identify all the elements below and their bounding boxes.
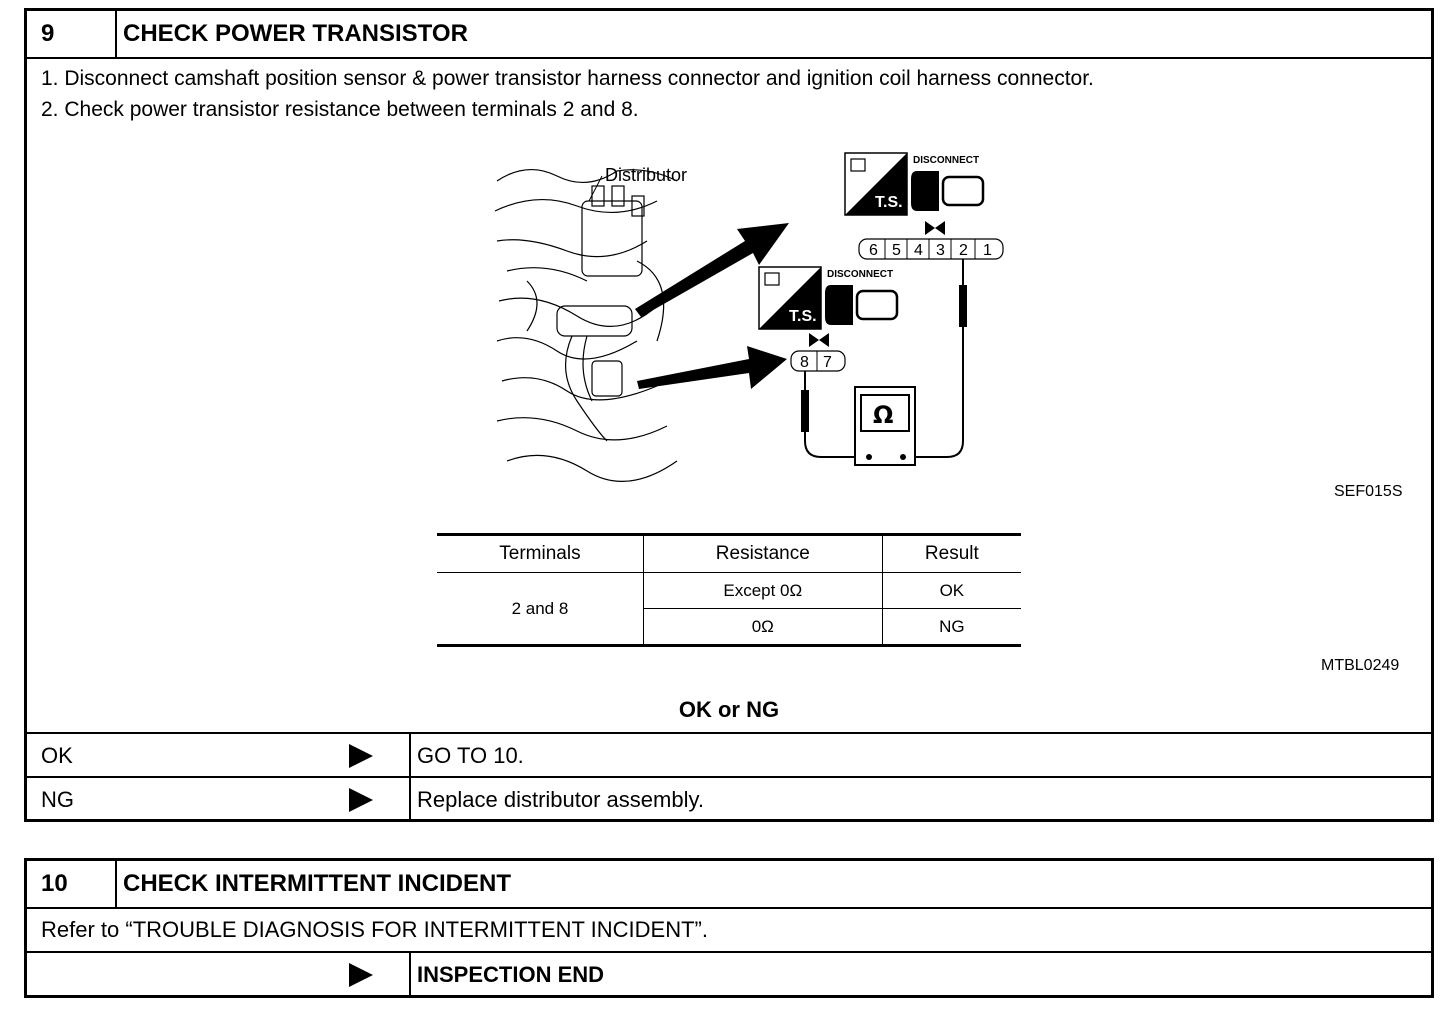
figure-code: SEF015S bbox=[1334, 483, 1403, 500]
ts-icon-b bbox=[759, 267, 821, 329]
outcome-row-ok bbox=[27, 732, 1431, 778]
step-9-box bbox=[24, 8, 1434, 822]
instruction-1: 1. Disconnect camshaft position sensor & power transistor harness connector and ignition coil harness connector. bbox=[41, 67, 1094, 90]
svg-text:4: 4 bbox=[914, 242, 923, 259]
resistance-cell: 0Ω bbox=[643, 609, 882, 646]
ok-or-ng-question: OK or NG bbox=[678, 697, 780, 722]
disconnect-label-b: DISCONNECT bbox=[827, 269, 894, 280]
terminals-cell: 2 and 8 bbox=[437, 573, 643, 646]
result-cell: OK bbox=[882, 573, 1021, 609]
col-header-resistance: Resistance bbox=[643, 535, 882, 573]
outcome-action: INSPECTION END bbox=[417, 962, 605, 987]
distributor-label: Distributor bbox=[605, 165, 688, 185]
svg-text:T.S.: T.S. bbox=[789, 308, 817, 325]
connector-b-terminals bbox=[791, 351, 845, 371]
instruction-2: 2. Check power transistor resistance between terminals 2 and 8. bbox=[41, 98, 639, 121]
svg-text:6: 6 bbox=[869, 242, 878, 259]
step-9-header bbox=[27, 11, 1431, 59]
step-10-text: Refer to “TROUBLE DIAGNOSIS FOR INTERMITTENT INCIDENT”. bbox=[41, 917, 708, 942]
ohmmeter-icon bbox=[855, 387, 915, 465]
table-code: MTBL0249 bbox=[1321, 657, 1400, 674]
right-arrow-icon bbox=[349, 963, 373, 987]
step-number: 9 bbox=[27, 11, 117, 57]
resistance-table bbox=[437, 533, 1021, 647]
outcome-action: Replace distributor assembly. bbox=[417, 787, 704, 812]
svg-text:8: 8 bbox=[800, 354, 809, 371]
step-number: 10 bbox=[27, 861, 117, 907]
arrow-to-connector-b bbox=[637, 346, 787, 389]
right-arrow-icon bbox=[349, 744, 373, 768]
outcome-label: OK bbox=[41, 743, 73, 768]
col-header-result: Result bbox=[882, 535, 1021, 573]
engine-sketch bbox=[495, 170, 677, 482]
resistance-cell: Except 0Ω bbox=[643, 573, 882, 609]
svg-text:5: 5 bbox=[892, 242, 901, 259]
outcome-action: GO TO 10. bbox=[417, 743, 524, 768]
outcome-label: NG bbox=[41, 787, 74, 812]
disconnect-icon-b bbox=[825, 285, 897, 325]
col-header-terminals: Terminals bbox=[437, 535, 643, 573]
step-title: CHECK POWER TRANSISTOR bbox=[123, 20, 468, 47]
outcome-row-ng bbox=[27, 776, 1431, 822]
svg-text:T.S.: T.S. bbox=[875, 194, 903, 211]
result-cell: NG bbox=[882, 609, 1021, 646]
power-transistor-diagram bbox=[487, 141, 992, 486]
outcome-row-end bbox=[27, 951, 1431, 997]
svg-text:2: 2 bbox=[959, 242, 968, 259]
disconnect-icon-a bbox=[911, 171, 983, 211]
svg-text:1: 1 bbox=[983, 242, 992, 259]
right-arrow-icon bbox=[349, 788, 373, 812]
ts-icon-a bbox=[845, 153, 907, 215]
step-title: CHECK INTERMITTENT INCIDENT bbox=[123, 870, 511, 897]
svg-text:Ω: Ω bbox=[873, 401, 894, 429]
connector-a-terminals bbox=[859, 239, 1003, 259]
step-10-box bbox=[24, 858, 1434, 998]
disconnect-label-a: DISCONNECT bbox=[913, 155, 980, 166]
step-10-header bbox=[27, 861, 1431, 909]
svg-text:7: 7 bbox=[823, 354, 832, 371]
svg-text:3: 3 bbox=[936, 242, 945, 259]
